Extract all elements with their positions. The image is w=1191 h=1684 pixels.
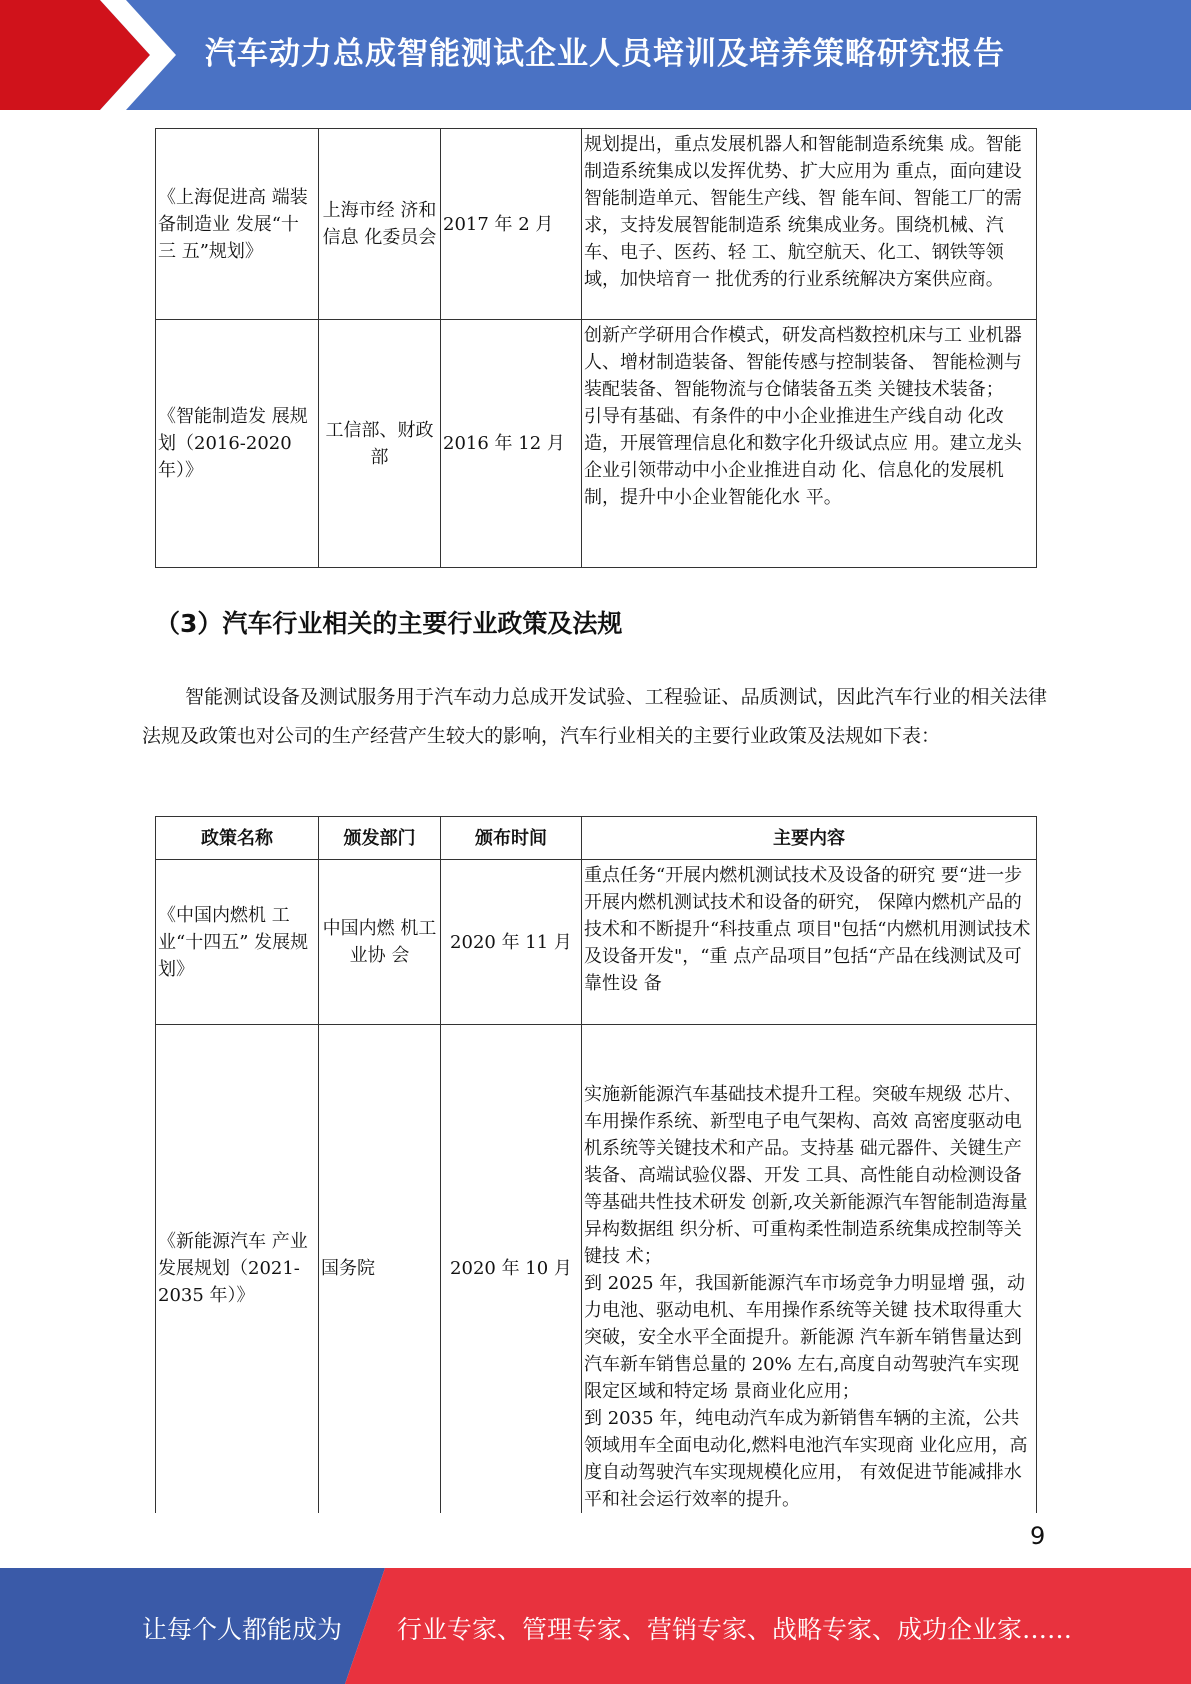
- policy-name-cell: 《上海促进高 端装备制造业 发展“十三 五”规划》: [156, 129, 319, 320]
- content-paragraph: 规划提出，重点发展机器人和智能制造系统集 成。智能制造系统集成以发挥优势、扩大应用为 重点，面向建设智能制造单元、智能生产线、智 能车间、智能工厂的需求，支持发展智能制造系 统集成业务。围绕机械、汽车、电子、医药、轻 工、航空航天、化工、钢铁等领域，加快培育一 批优秀的行业系统解决方案供应商。: [584, 134, 1022, 290]
- policy-table-continued: [155, 128, 1037, 568]
- main-content-cell: [582, 129, 1037, 320]
- column-header-policy-name: 政策名称: [156, 817, 319, 860]
- main-content-cell: [582, 860, 1037, 1025]
- content-paragraph: 创新产学研用合作模式，研发高档数控机床与工 业机器人、增材制造装备、智能传感与控制装备、 智能检测与装配装备、智能物流与仓储装备五类 关键技术装备；: [584, 325, 1022, 400]
- issue-date-cell: 2017 年 2 月: [441, 129, 582, 320]
- issue-date-cell: 2016 年 12 月: [441, 320, 582, 568]
- footer-slogan-left: 让每个人都能成为: [142, 1615, 343, 1644]
- section-heading: （3）汽车行业相关的主要行业政策及法规: [155, 609, 623, 638]
- content-paragraph: 到 2035 年，纯电动汽车成为新销售车辆的主流，公共领域用车全面电动化,燃料电池汽车实现商 业化应用，高度自动驾驶汽车实现规模化应用， 有效促进节能减排水平和社会运行效率的提升。: [584, 1407, 1028, 1510]
- column-header-issue-date: 颁布时间: [441, 817, 582, 860]
- issuing-dept-cell: 中国内燃 机工业协 会: [319, 860, 441, 1025]
- page-number: 9: [1030, 1522, 1046, 1550]
- main-content-cell: [582, 320, 1037, 568]
- content-paragraph: 实施新能源汽车基础技术提升工程。突破车规级 芯片、车用操作系统、新型电子电气架构、高效 高密度驱动电机系统等关键技术和产品。支持基 础元器件、关键生产装备、高端试验仪器、开发 工具、高性能自动检测设备等基础共性技术研发 创新,攻关新能源汽车智能制造海量异构数据组 织分析、可重构柔性制造系统集成控制等关键技 术；: [584, 1083, 1028, 1267]
- content-paragraph: 重点任务“开展内燃机测试技术及设备的研究 要“进一步开展内燃机测试技术和设备的研究， 保障内燃机产品的技术和不断提升“科技重点 项目"包括“内燃机用测试技术及设备开发"，“重 点产品项目”包括“产品在线测试及可靠性设 备: [584, 865, 1031, 994]
- policy-name-cell: 《智能制造发 展规划（2016-2020 年）》: [156, 320, 319, 568]
- auto-industry-policy-table: [155, 816, 1037, 1513]
- table-row: [156, 860, 1037, 1025]
- table-row: [156, 1025, 1037, 1513]
- issuing-dept-cell: 上海市经 济和信息 化委员会: [319, 129, 441, 320]
- content-paragraph: 到 2025 年，我国新能源汽车市场竞争力明显增 强，动力电池、驱动电机、车用操作系统等关键 技术取得重大突破，安全水平全面提升。新能源 汽车新车销售量达到汽车新车销售总量的 20% 左右,高度自动驾驶汽车实现限定区域和特定场 景商业化应用；: [584, 1272, 1025, 1402]
- table-row: [156, 129, 1037, 320]
- policy-name-cell: 《新能源汽车 产业发展规划（2021-2035 年）》: [156, 1025, 319, 1513]
- policy-name-cell: 《中国内燃机 工业“十四五” 发展规划》: [156, 860, 319, 1025]
- footer-slogan-right: 行业专家、管理专家、营销专家、战略专家、成功企业家……: [397, 1615, 1073, 1644]
- header-banner: [0, 0, 1191, 110]
- column-header-issuing-dept: 颁发部门: [319, 817, 441, 860]
- issue-date-cell: 2020 年 10 月: [441, 1025, 582, 1513]
- table-header-row: [156, 817, 1037, 860]
- footer-banner: [0, 1568, 1191, 1684]
- content-paragraph: 引导有基础、有条件的中小企业推进生产线自动 化改造，开展管理信息化和数字化升级试点应 用。建立龙头企业引领带动中小企业推进自动 化、信息化的发展机制，提升中小企业智能化水 平。: [584, 406, 1022, 508]
- body-paragraph: 智能测试设备及测试服务用于汽车动力总成开发试验、工程验证、品质测试，因此汽车行业的相关法律法规及政策也对公司的生产经营产生较大的影响，汽车行业相关的主要行业政策及法规如下表：: [142, 686, 1047, 747]
- issuing-dept-cell: 工信部、财政部: [319, 320, 441, 568]
- report-title: 汽车动力总成智能测试企业人员培训及培养策略研究报告: [205, 36, 1005, 72]
- issuing-dept-cell: 国务院: [319, 1025, 441, 1513]
- main-content-cell: [582, 1025, 1037, 1513]
- table-row: [156, 320, 1037, 568]
- column-header-main-content: 主要内容: [582, 817, 1037, 860]
- issue-date-cell: 2020 年 11 月: [441, 860, 582, 1025]
